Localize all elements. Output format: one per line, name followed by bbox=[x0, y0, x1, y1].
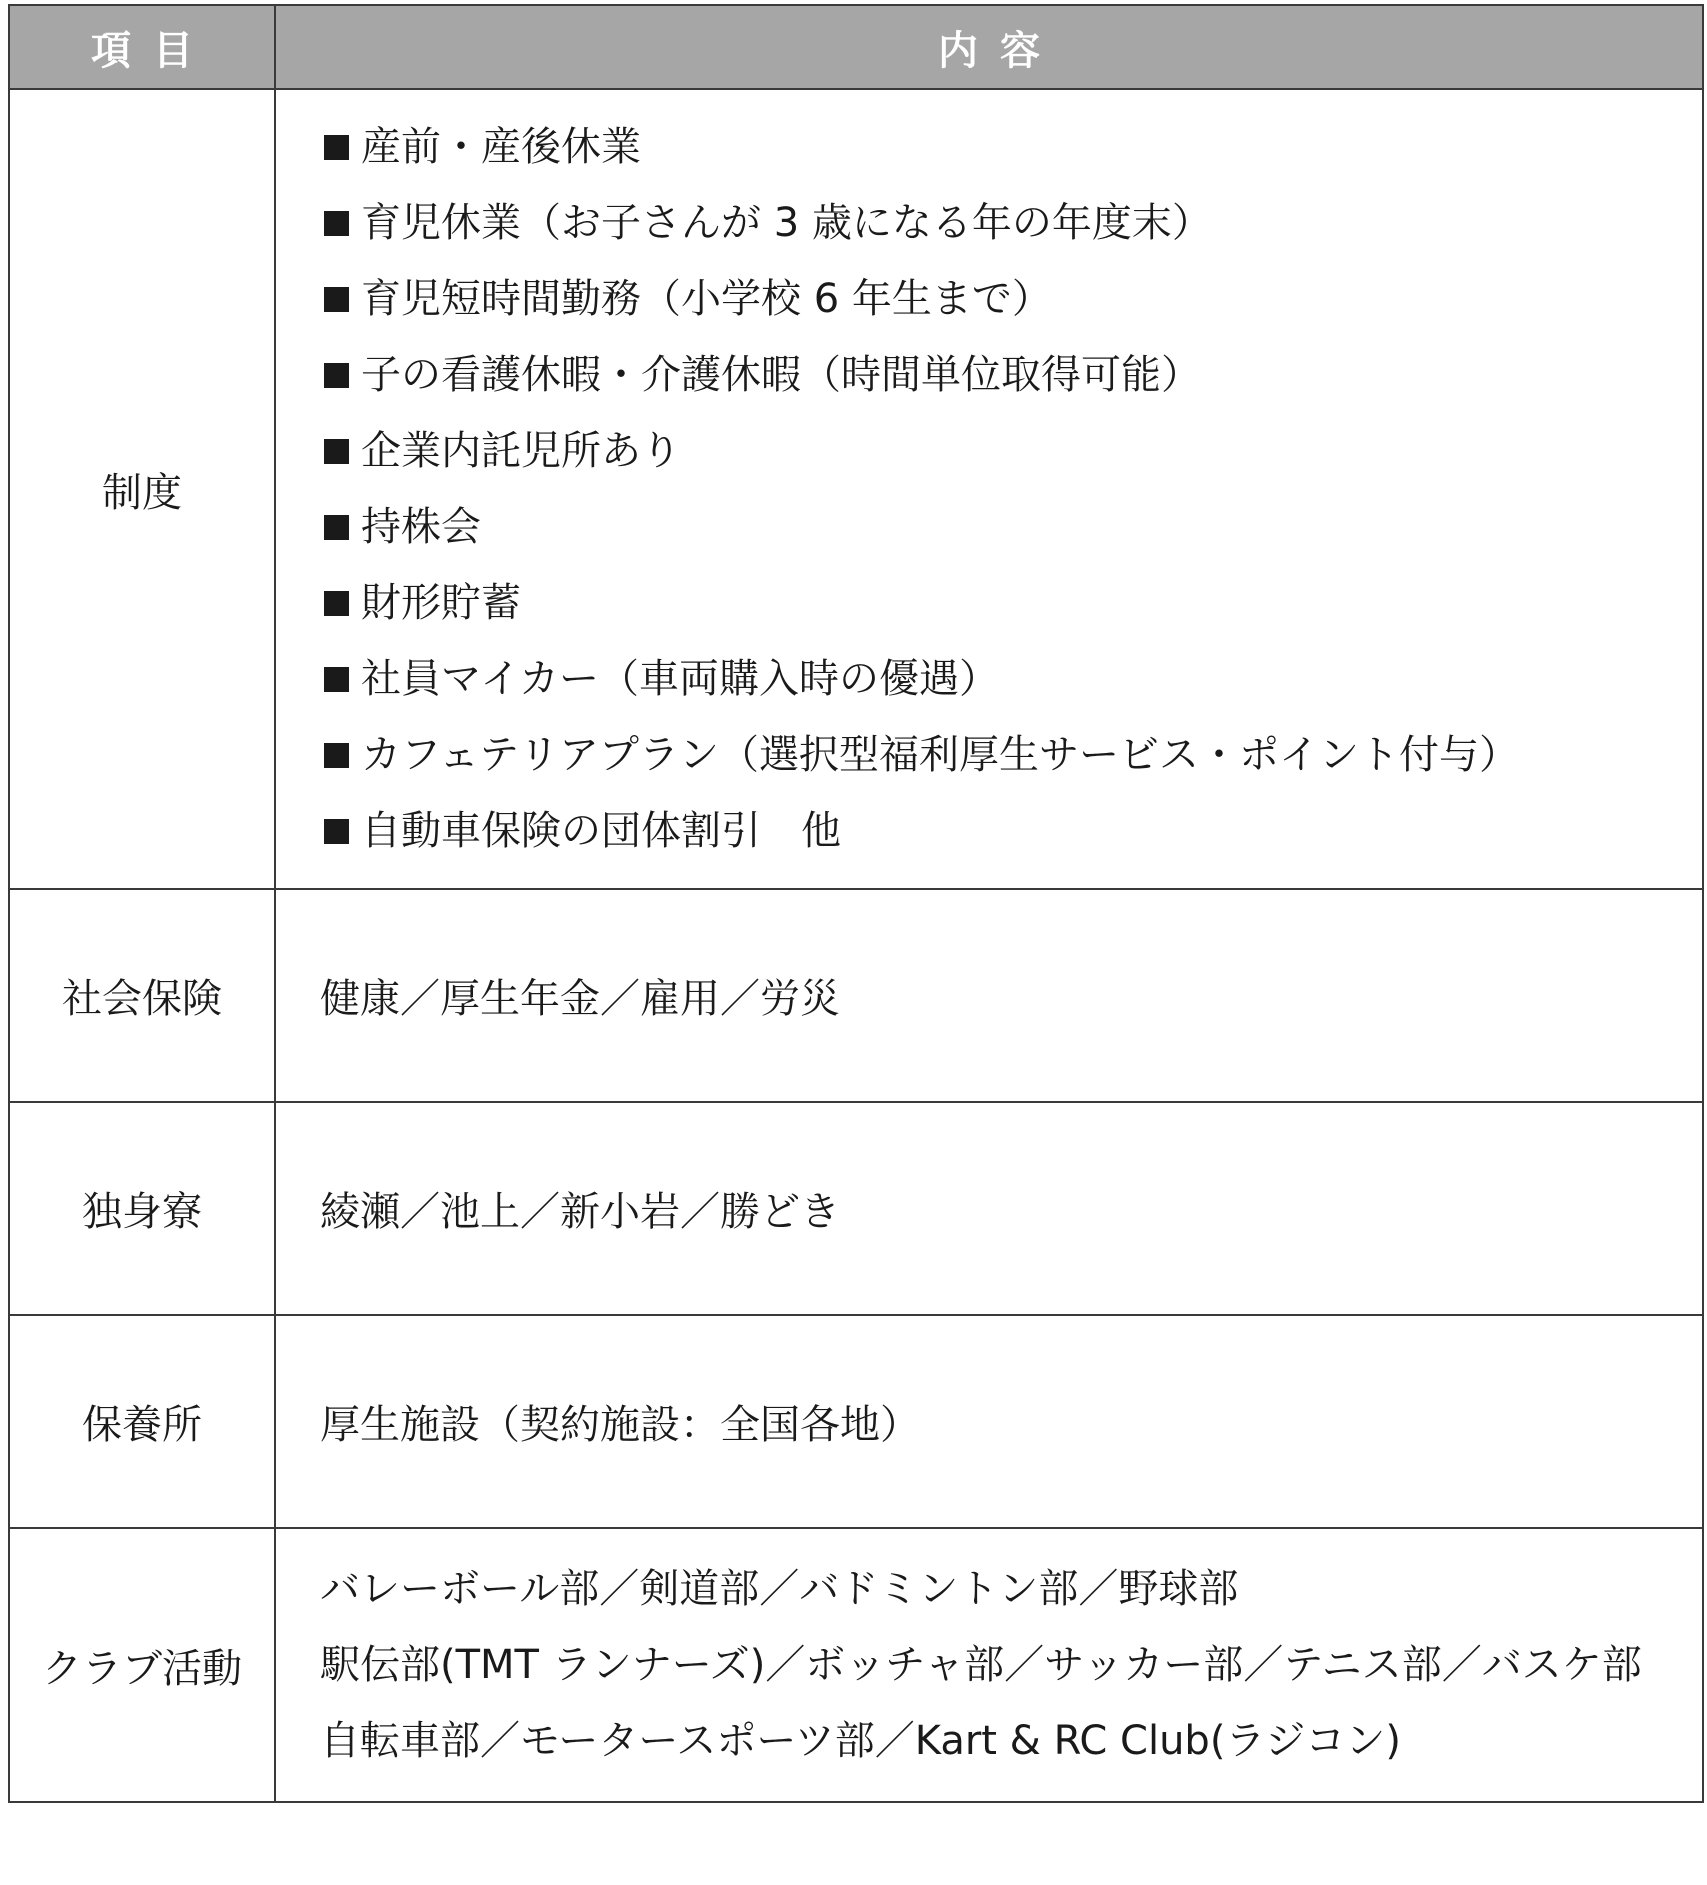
content-shakai bbox=[275, 889, 1703, 1102]
table-row-club bbox=[9, 1528, 1703, 1802]
list-item bbox=[324, 565, 1702, 641]
content-ryo bbox=[275, 1102, 1703, 1315]
list-item bbox=[324, 109, 1702, 185]
club-list bbox=[276, 1551, 1702, 1779]
seido-bullet-list bbox=[276, 109, 1702, 869]
square-bullet-icon bbox=[324, 287, 349, 312]
list-item bbox=[324, 641, 1702, 717]
shakai-text: 健康／厚生年金／雇用／労災 bbox=[320, 976, 840, 1022]
square-bullet-icon bbox=[324, 667, 349, 692]
list-item-text: 子の看護休暇・介護休暇（時間単位取得可能） bbox=[361, 352, 1201, 398]
list-item bbox=[324, 337, 1702, 413]
table-row-ryo bbox=[9, 1102, 1703, 1315]
content-seido bbox=[275, 89, 1703, 889]
item-club: クラブ活動 bbox=[9, 1528, 275, 1802]
list-item-text: 財形貯蓄 bbox=[361, 580, 521, 626]
table-row-hoyo bbox=[9, 1315, 1703, 1528]
list-item-text: 持株会 bbox=[361, 504, 481, 550]
list-item: バレーボール部／剣道部／バドミントン部／野球部 bbox=[320, 1566, 1239, 1612]
square-bullet-icon bbox=[324, 819, 349, 844]
square-bullet-icon bbox=[324, 211, 349, 236]
list-item-text: 育児休業（お子さんが 3 歳になる年の年度末） bbox=[361, 200, 1212, 246]
header-item bbox=[9, 5, 275, 89]
table-row-shakai bbox=[9, 889, 1703, 1102]
square-bullet-icon bbox=[324, 439, 349, 464]
ryo-text: 綾瀬／池上／新小岩／勝どき bbox=[320, 1189, 840, 1235]
list-item bbox=[324, 185, 1702, 261]
square-bullet-icon bbox=[324, 363, 349, 388]
list-item-text: 産前・産後休業 bbox=[361, 124, 641, 170]
item-shakai: 社会保険 bbox=[9, 889, 275, 1102]
list-item-text: カフェテリアプラン（選択型福利厚生サービス・ポイント付与） bbox=[361, 732, 1519, 778]
content-club bbox=[275, 1528, 1703, 1802]
list-item-text: 企業内託児所あり bbox=[361, 428, 681, 474]
list-item-text: 社員マイカー（車両購入時の優遇） bbox=[361, 656, 999, 702]
header-content-label: 内容 bbox=[938, 27, 1062, 74]
benefits-table bbox=[8, 4, 1704, 1803]
list-item bbox=[324, 413, 1702, 489]
list-item-text: 育児短時間勤務（小学校 6 年生まで） bbox=[361, 276, 1052, 322]
list-item bbox=[324, 261, 1702, 337]
list-item-text: 自動車保険の団体割引 他 bbox=[361, 808, 841, 854]
table-row-seido bbox=[9, 89, 1703, 889]
header-item-label: 項目 bbox=[91, 27, 215, 74]
list-item bbox=[324, 489, 1702, 565]
square-bullet-icon bbox=[324, 743, 349, 768]
list-item: 自転車部／モータースポーツ部／Kart & RC Club(ラジコン) bbox=[320, 1718, 1402, 1764]
list-item bbox=[324, 793, 1702, 869]
square-bullet-icon bbox=[324, 135, 349, 160]
item-ryo: 独身寮 bbox=[9, 1102, 275, 1315]
hoyo-text: 厚生施設（契約施設：全国各地） bbox=[320, 1402, 920, 1448]
header-content bbox=[275, 5, 1703, 89]
item-hoyo: 保養所 bbox=[9, 1315, 275, 1528]
content-hoyo bbox=[275, 1315, 1703, 1528]
item-seido: 制度 bbox=[9, 89, 275, 889]
square-bullet-icon bbox=[324, 591, 349, 616]
list-item: 駅伝部(TMT ランナーズ)／ボッチャ部／サッカー部／テニス部／バスケ部 bbox=[320, 1642, 1642, 1688]
header-row bbox=[9, 5, 1703, 89]
square-bullet-icon bbox=[324, 515, 349, 540]
list-item bbox=[324, 717, 1702, 793]
